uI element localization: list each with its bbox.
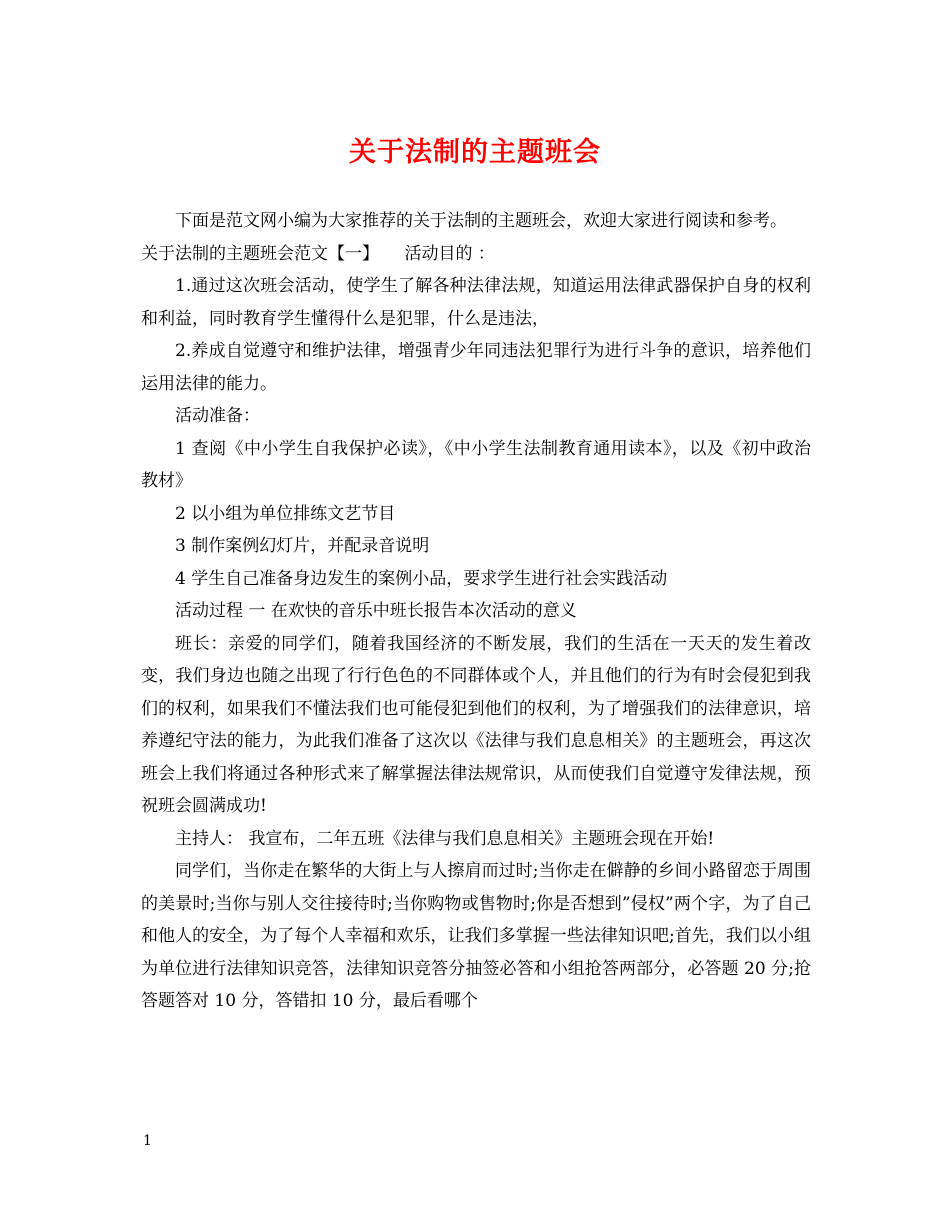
paragraph: 2.养成自觉遵守和维护法律，增强青少年同违法犯罪行为进行斗争的意识，培养他们运用法律的能力。 [141, 341, 811, 394]
paragraph: 4 学生自己准备身边发生的案例小品，要求学生进行社会实践活动 [175, 568, 668, 589]
paragraph: 下面是范文网小编为大家推荐的关于法制的主题班会，欢迎大家进行阅读和参考。 [175, 211, 787, 231]
document-title: 关于法制的主题班会 [349, 137, 601, 168]
paragraph: 活动准备： [175, 406, 260, 426]
paragraph: 班长：亲爱的同学们，随着我国经济的不断发展，我们的生活在一天天的发生着改变，我们身边也随之出现了行行色色的不同群体或个人，并且他们的行为有时会侵犯到我们的权利，如果我们不懂法我们也可能侵犯到他们的权利，为了增强我们的法律意识，培养遵纪守法的能力，为此我们准备了这次以《法律与我们息息相关》的主题班会，再这次班会上我们将通过各种形式来了解掌握法律法规常识，从而使我们自觉遵守发律法规，预祝班会圆满成功! [141, 633, 811, 816]
paragraph: 3 制作案例幻灯片，并配录音说明 [175, 536, 430, 556]
paragraph: 同学们，当你走在繁华的大街上与人擦肩而过时;当你走在僻静的乡间小路留恋于周围的美景时;当你与别人交往接待时;当你购物或售物时;你是否想到”侵权”两个字，为了自己和他人的安全，为了每个人幸福和欢乐，让我们多掌握一些法律知识吧;首先，我们以小组为单位进行法律知识竞答，法律知识竞答分抽签必答和小组抢答两部分，必答题 20 分;抢答题答对 10 分，答错扣 10 分，最后看哪个 [141, 861, 811, 1011]
page-number: 1 [143, 1133, 152, 1149]
paragraph: 1.通过这次班会活动，使学生了解各种法律法规，知道运用法律武器保护自身的权利和利益，同时教育学生懂得什么是犯罪，什么是违法， [141, 276, 811, 329]
document-body [141, 205, 811, 1018]
paragraph: 关于法制的主题班会范文【一】 活动目的 ： [141, 243, 495, 264]
paragraph: 2 以小组为单位排练文艺节目 [175, 503, 396, 524]
paragraph: 主持人： 我宣布，二年五班《法律与我们息息相关》主题班会现在开始! [175, 828, 715, 849]
paragraph: 1 查阅《中小学生自我保护必读》，《中小学生法制教育通用读本》，以及《初中政治教材》 [141, 438, 811, 491]
paragraph: 活动过程 一 在欢快的音乐中班长报告本次活动的意义 [175, 601, 577, 621]
